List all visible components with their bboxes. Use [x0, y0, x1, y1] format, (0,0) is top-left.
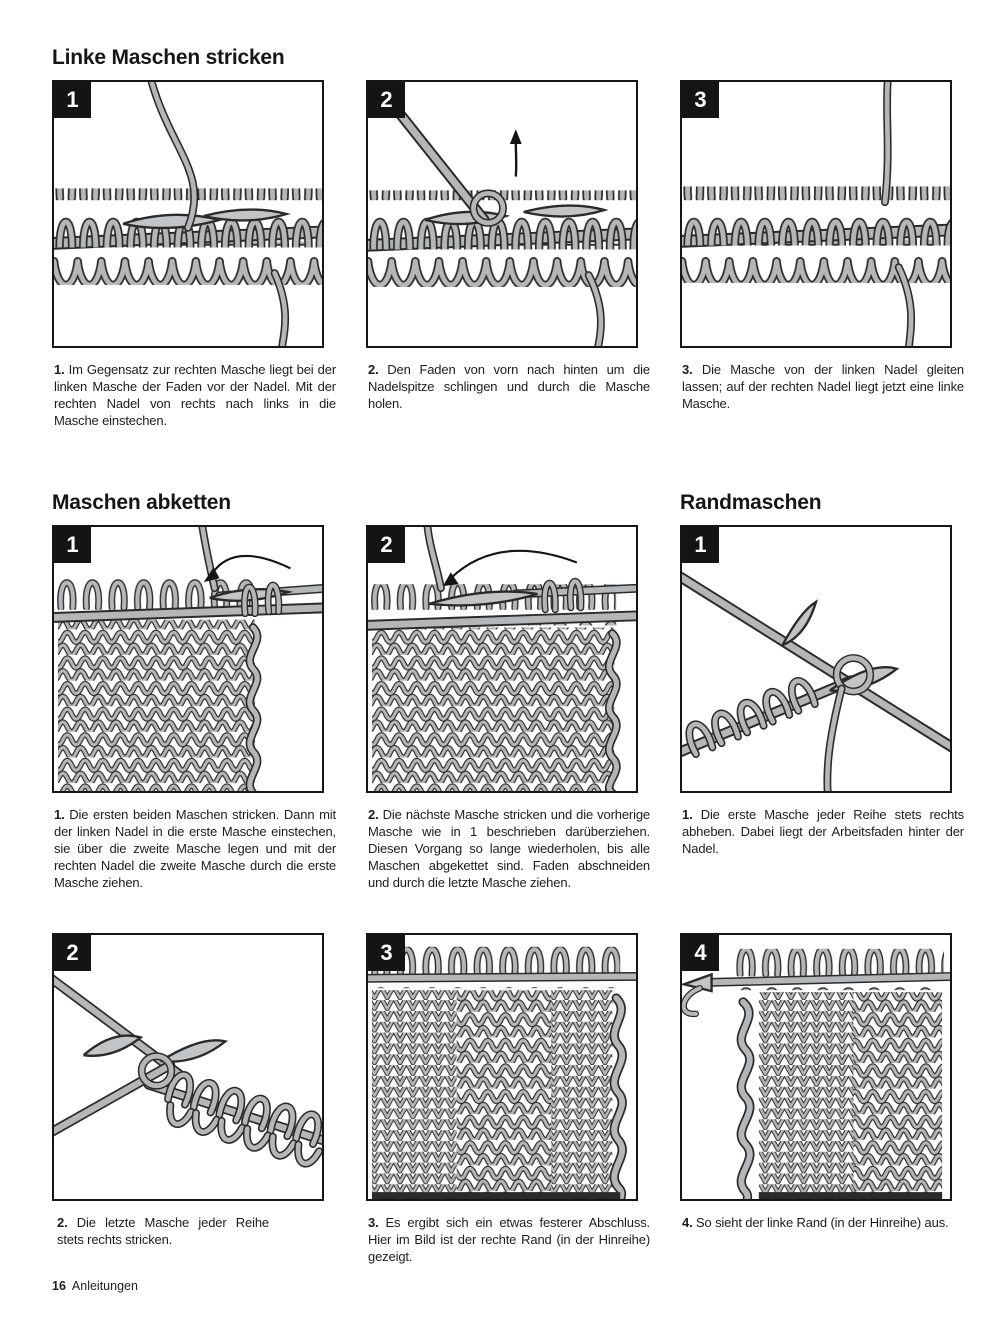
step-number-badge: 3: [682, 82, 719, 118]
caption-number: 1.: [54, 362, 65, 377]
illustration-edge-slip-first: [682, 527, 950, 791]
caption-bindoff-1: [54, 806, 336, 891]
caption-edge-2: [57, 1214, 269, 1248]
step-number-badge: 2: [368, 527, 405, 563]
panel-purl-1: [52, 80, 324, 348]
illustration-bindoff-repeat: [368, 527, 636, 791]
caption-bindoff-2: [368, 806, 650, 891]
footer-label: Anleitungen: [71, 1279, 138, 1293]
caption-edge-4: [682, 1214, 964, 1231]
section-title-edge: Randmaschen: [680, 491, 822, 514]
panel-edge-4: [680, 933, 952, 1201]
illustration-bindoff-pass-over: [54, 527, 322, 791]
step-number-badge: 1: [682, 527, 719, 563]
figure-bindoff-1: [52, 525, 336, 891]
panel-purl-3: [680, 80, 952, 348]
caption-text: Im Gegensatz zur rechten Masche liegt bei der linken Masche der Faden vor der Nadel. Mit der rechten Nadel von rechts nach links in die Masche einstechen.: [54, 362, 336, 428]
caption-text: Die letzte Masche jeder Reihe stets rechts stricken.: [57, 1215, 269, 1247]
caption-number: 3.: [368, 1215, 379, 1230]
caption-text: Die nächste Masche stricken und die vorherige Masche wie in 1 beschrieben darüberziehen. Diesen Vorgang so lange wiederholen, bis alle Maschen abgekettet sind. Faden abschneiden und durch die letzte Masche ziehen.: [368, 807, 650, 890]
illustration-edge-left-edge: [682, 935, 950, 1199]
step-number-badge: 2: [368, 82, 405, 118]
caption-number: 4.: [682, 1215, 693, 1230]
panel-edge-1: [680, 525, 952, 793]
figure-row-purl: [52, 80, 964, 429]
caption-text: Den Faden von vorn nach hinten um die Nadelspitze schlingen und durch die Masche holen.: [368, 362, 650, 411]
illustration-purl-slip-stitch: [682, 82, 950, 346]
figure-edge-2: [52, 933, 324, 1248]
caption-purl-3: [682, 361, 964, 412]
illustration-purl-wrap-yarn: [368, 82, 636, 346]
panel-edge-2: [52, 933, 324, 1201]
caption-purl-2: [368, 361, 650, 412]
section-title-row: [52, 491, 952, 515]
caption-text: Die erste Masche jeder Reihe stets rechts abheben. Dabei liegt der Arbeitsfaden hinter der Nadel.: [682, 807, 964, 856]
illustration-edge-knit-last: [54, 935, 322, 1199]
page-footer: [52, 1279, 952, 1293]
figure-bindoff-2: [366, 525, 650, 891]
step-number-badge: 2: [54, 935, 91, 971]
caption-number: 2.: [368, 807, 379, 822]
caption-number: 3.: [682, 362, 693, 377]
section-title-bindoff: Maschen abketten: [52, 491, 231, 514]
panel-edge-3: [366, 933, 638, 1201]
page-number: 16: [52, 1279, 66, 1293]
figure-edge-1: [680, 525, 964, 857]
caption-text: So sieht der linke Rand (in der Hinreihe) aus.: [696, 1215, 949, 1230]
figure-row-bottom: [52, 933, 952, 1265]
panel-purl-2: [366, 80, 638, 348]
caption-text: Die Masche von der linken Nadel gleiten lassen; auf der rechten Nadel liegt jetzt eine linke Masche.: [682, 362, 964, 411]
caption-edge-3: [368, 1214, 650, 1265]
figure-edge-4: [680, 933, 952, 1231]
section-title-purl: Linke Maschen stricken: [52, 46, 285, 69]
step-number-badge: 4: [682, 935, 719, 971]
step-number-badge: 1: [54, 527, 91, 563]
panel-bindoff-1: [52, 525, 324, 793]
caption-purl-1: [54, 361, 336, 429]
figure-purl-3: [680, 80, 964, 412]
caption-number: 1.: [682, 807, 693, 822]
figure-purl-1: [52, 80, 336, 429]
caption-edge-1: [682, 806, 964, 857]
step-number-badge: 3: [368, 935, 405, 971]
illustration-purl-insert-needle: [54, 82, 322, 346]
illustration-edge-right-edge: [368, 935, 636, 1199]
figure-purl-2: [366, 80, 650, 412]
figure-row-middle: [52, 525, 964, 891]
caption-number: 2.: [57, 1215, 68, 1230]
caption-text: Die ersten beiden Maschen stricken. Dann mit der linken Nadel in die erste Masche einstechen, sie über die zweite Masche legen und mit der rechten Nadel die zweite Masche durch die erste Masche ziehen.: [54, 807, 336, 890]
caption-text: Es ergibt sich ein etwas festerer Abschluss. Hier im Bild ist der rechte Rand (in der Hinreihe) gezeigt.: [368, 1215, 651, 1264]
caption-number: 1.: [54, 807, 65, 822]
step-number-badge: 1: [54, 82, 91, 118]
figure-edge-3: [366, 933, 651, 1265]
caption-number: 2.: [368, 362, 379, 377]
panel-bindoff-2: [366, 525, 638, 793]
